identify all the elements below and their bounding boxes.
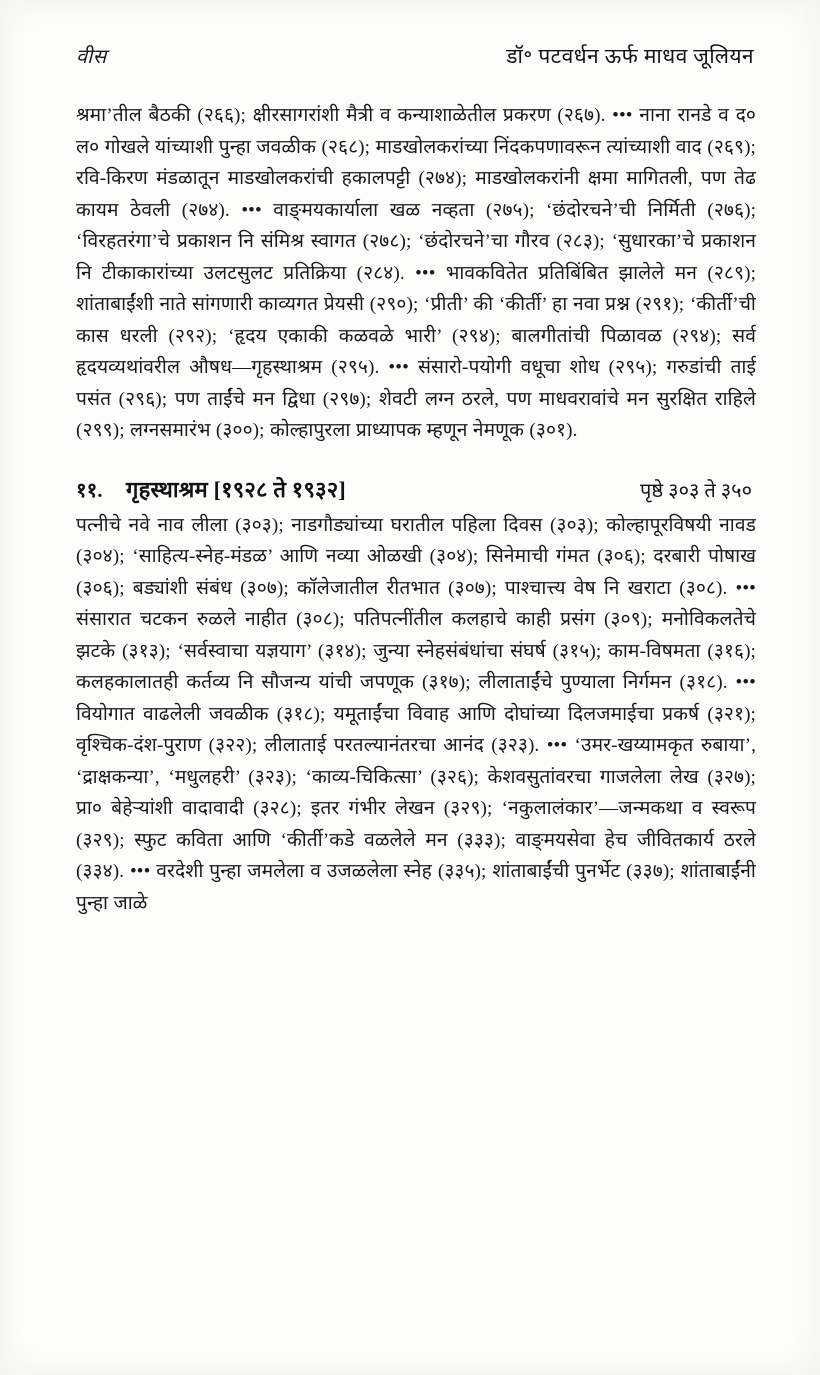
running-head-title: डॉ॰ पटवर्धन ऊर्फ माधव जूलियन — [506, 44, 754, 68]
running-head — [62, 42, 762, 70]
paragraph-contents-chapter-10: श्रमा’तील बैठकी (२६६); क्षीरसागरांशी मैत्री व कन्याशाळेतील प्रकरण (२६७). ••• नाना रानडे व द० ल० गोखले यांच्याशी पुन्हा जवळीक (२६८); माडखोलकरांच्या निंदकपणावरून त्यांच्याशी वाद (२६९); रवि-किरण मंडळातून माडखोलकरांची हकालपट्टी (२७४); माडखोलकरांनी क्षमा मागितली, पण तेढ कायम ठेवली (२७४). ••• वाङ्‌मयकार्याला खळ नव्हता (२७५); ‘छंदोरचने’ची निर्मिती (२७६); ‘विरहतरंगा’चे प्रकाशन नि संमिश्र स्वागत (२७८); ‘छंदोरचने’चा गौरव (२८३); ‘सुधारका’चे प्रकाशन नि टीकाकारांच्या उलटसुलट प्रतिक्रिया (२८४). ••• भावकवितेत प्रतिबिंबित झालेले मन (२८९); शांताबाईंशी नाते सांगणारी काव्यगत प्रेयसी (२९०); ‘प्रीती’ की ‘कीर्ती’ हा नवा प्रश्न (२९१); ‘कीर्ती’ची कास धरली (२९२); ‘हृदय एकाकी कळवळे भारी’ (२९४); बालगीतांची पिळावळ (२९४); सर्व हृदयव्यथांवरील औषध—गृहस्थाश्रम (२९५). ••• संसारो-पयोगी वधूचा शोध (२९५); गरुडांची ताई पसंत (२९६); पण ताईंचे मन द्विधा (२९७); शेवटी लग्न ठरले, पण माधवरावांचे मन सुरक्षित राहिले (२९९); लग्नसमारंभ (३००); कोल्हापुरला प्राध्यापक म्हणून नेमणूक (३०१). — [76, 105, 756, 441]
section-heading — [76, 474, 756, 504]
section-title: गृहस्थाश्रम [१९२८ ते १९३२] — [126, 476, 346, 502]
section-number: ११. — [76, 479, 103, 502]
section-page-range: पृष्ठे ३०३ ते ३५० — [640, 479, 752, 502]
page-folio: वीस — [76, 46, 107, 68]
body-column — [62, 100, 762, 919]
paragraph-contents-chapter-11: पत्नीचे नवे नाव लीला (३०३); नाडगौड्यांच्या घरातील पहिला दिवस (३०३); कोल्हापूरविषयी नावड (३०४); ‘साहित्य-स्नेह-मंडळ’ आणि नव्या ओळखी (३०४); सिनेमाची गंमत (३०६); दरबारी पोषाख (३०६); बड्यांशी संबंध (३०७); कॉलेजातील रीतभात (३०७); पाश्चात्त्य वेष नि खराटा (३०८). ••• संसारात चटकन रुळले नाहीत (३०८); पतिपत्नींतील कलहाचे काही प्रसंग (३०९); मनोविकलतेचे झटके (३१३); ‘सर्वस्वाचा यज्ञयाग’ (३१४); जुन्या स्नेहसंबंधांचा संघर्ष (३१५); काम-विषमता (३१६); कलहकालातही कर्तव्य नि सौजन्य यांची जपणूक (३१७); लीलाताईंचे पुण्याला निर्गमन (३१८). ••• वियोगात वाढलेली जवळीक (३१८); यमूताईंचा विवाह आणि दोघांच्या दिलजमाईचा प्रकर्ष (३२१); वृश्चिक-दंश-पुराण (३२२); लीलाताई परतल्यानंतरचा आनंद (३२३). ••• ‘उमर-खय्यामकृत रुबाया’, ‘द्राक्षकन्या’, ‘मधुलहरी’ (३२३); ‘काव्य-चिकित्सा’ (३२६); केशवसुतांवरचा गाजलेला लेख (३२७); प्रा० बेहेऱ्यांशी वादावादी (३२८); इतर गंभीर लेखन (३२९); ‘नकुलालंकार’—जन्मकथा व स्वरूप (३२९); स्फुट कविता आणि ‘कीर्ती’कडे वळलेले मन (३३३); वाङ्‌मयसेवा हेच जीवितकार्य ठरले (३३४). ••• वरदेशी पुन्हा जमलेला व उजळलेला स्नेह (३३५); शांताबाईंची पुनर्भेट (३३७); शांताबाईंनी पुन्हा जाळे — [76, 514, 756, 914]
